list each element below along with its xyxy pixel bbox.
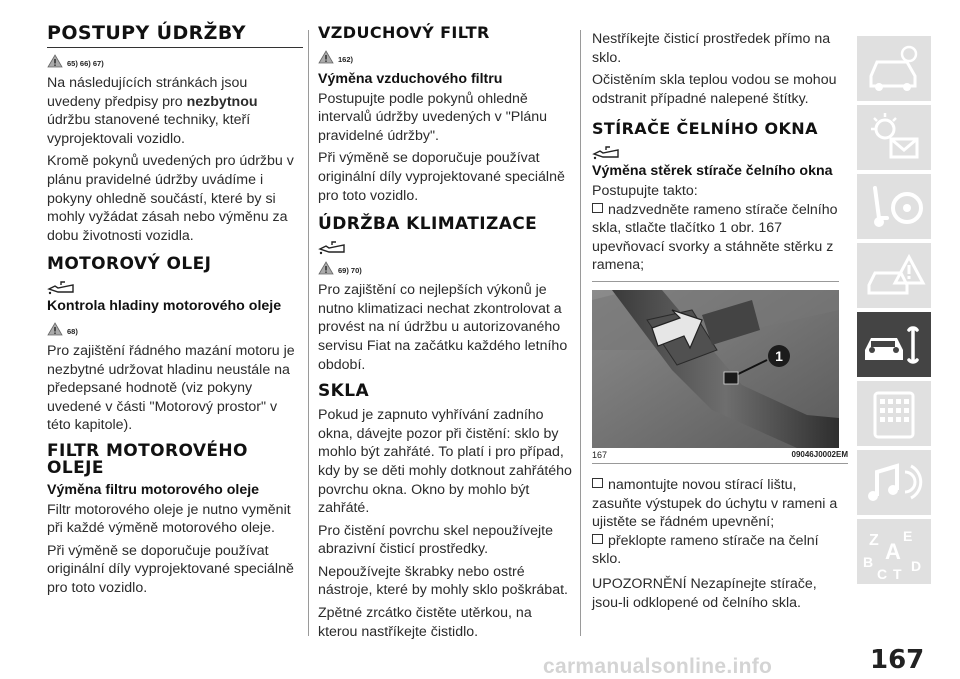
oil-level-subhead: Kontrola hladiny motorového oleje: [47, 298, 282, 315]
section-title-glass: SKLA: [318, 381, 370, 402]
tab-car-info[interactable]: [857, 36, 931, 101]
svg-text:E: E: [903, 528, 913, 544]
oil-level-text: Pro zajištění řádného mazání motoru je nezbytné udržovat hladinu neustále na předepsané hodnotě (viz pokyny uvedené v části "Motorový prostor" v této kapitole).: [47, 342, 295, 434]
wiper-figure: [592, 281, 839, 448]
air-filter-text-1: Postupujte podle pokynů ohledně intervalů údržby uvedených v "Plánu pravidelné údržby".: [318, 90, 548, 144]
wiper-subhead: Výměna stěrek stírače čelního okna: [592, 163, 833, 180]
column-2: [318, 22, 574, 645]
emergency-icon: [857, 243, 931, 308]
glass-text-6: Očistěním skla teplou vodou se mohou odstranit případné nalepené štítky.: [592, 72, 837, 107]
oil-can-icon: [47, 277, 303, 295]
section-title-maintenance: POSTUPY ÚDRŽBY: [47, 22, 303, 48]
ac-warning-row: [318, 257, 574, 275]
svg-text:D: D: [911, 558, 922, 574]
warning-triangle-icon: [47, 322, 63, 336]
wiper-intro: Postupujte takto:: [592, 182, 698, 199]
photo-callout-1: 1: [775, 347, 783, 364]
oil-warning-refs: 68): [67, 326, 78, 336]
air-filter-subhead: Výměna vzduchového filtru: [318, 71, 503, 87]
wiper-note: UPOZORNĚNÍ Nezapínejte stírače, jsou-li odklopené od čelního skla.: [592, 575, 817, 611]
tab-technical-data[interactable]: [857, 381, 931, 446]
warning-refs: 65) 66) 67): [67, 59, 104, 68]
glass-text-1: Pokud je zapnuto vyhřívání zadního okna, dávejte pozor při čistění: sklo by mohlo být zahřáté. To platí i pro případ, kdy by se děti mohly dotknout zahřátého povrchu okna. Okno by mohlo být zahřáté.: [318, 407, 572, 517]
oil-filter-text-1: Filtr motorového oleje je nutno vyměnit při každé výměně motorového oleje.: [47, 501, 291, 537]
watermark: carmanualsonline.info: [543, 655, 773, 678]
tab-emergency[interactable]: [857, 243, 931, 308]
tab-multimedia[interactable]: [857, 450, 931, 515]
figure-code: 09046J0002EM: [791, 449, 848, 459]
tab-seat-steering[interactable]: [857, 174, 931, 239]
svg-text:B: B: [863, 554, 874, 570]
ac-warning-refs: 69) 70): [338, 266, 362, 276]
car-info-icon: [857, 36, 931, 101]
warning-row: [47, 50, 303, 68]
air-filter-text-2: Při výměně se doporučuje používat originální díly vyprojektované speciálně pro toto vozidlo.: [318, 150, 565, 204]
tab-car-maintenance[interactable]: [857, 312, 931, 377]
tab-warning-lights[interactable]: [857, 105, 931, 170]
svg-text:T: T: [893, 566, 902, 582]
svg-text:Z: Z: [869, 532, 879, 549]
page-number: 167: [870, 645, 925, 675]
intro-paragraph: Na následujících stránkách jsou uvedeny předpisy pro nezbytnou údržbu stanovené techniky, kteří vyprojektovali vozidlo.: [47, 75, 258, 147]
glass-text-4: Zpětné zrcátko čistěte utěrkou, na kterou nastříkejte čistidlo.: [318, 605, 532, 640]
seat-steering-icon: [857, 174, 931, 239]
wiper-step-2: namontujte novou stírací lištu, zasuňte výstupek do úchytu v rameni a ujistěte se řádném upevnění;: [592, 476, 838, 531]
column-1: [47, 22, 303, 601]
intro-paragraph-2: Kromě pokynů uvedených pro údržbu v plánu pravidelné údržby uvádíme i pokyny ohledně součástí, které by si mohly vyžádat zásah nebo výměnu za dobu životnosti vozidla.: [47, 153, 294, 244]
oil-can-icon: [318, 237, 574, 255]
oil-warning-row: [47, 318, 303, 336]
technical-data-icon: [857, 381, 931, 446]
ac-text: Pro zajištění co nejlepších výkonů je nutno klimatizaci nechat zkontrolovat a provést na ní údržbu u autorizovaného servisu Fiat na začátku každého letního období.: [318, 282, 568, 373]
bullet-icon: [592, 534, 603, 544]
section-title-ac: ÚDRŽBA KLIMATIZACE: [318, 214, 538, 235]
column-3: [592, 30, 848, 616]
section-title-air-filter: VZDUCHOVÝ FILTR: [318, 23, 490, 42]
glass-text-3: Nepoužívejte škrabky nebo ostré nástroje, které by mohly sklo poškrábat.: [318, 563, 568, 599]
warning-triangle-icon: [318, 50, 334, 64]
oil-filter-subhead: Výměna filtru motorového oleje: [47, 481, 260, 498]
section-title-oil-filter: FILTR MOTOROVÉHO OLEJE: [47, 440, 248, 478]
multimedia-icon: [857, 450, 931, 515]
warning-lights-icon: [857, 105, 931, 170]
air-warning-refs: 162): [338, 55, 354, 64]
oil-can-icon: [592, 142, 848, 160]
glass-text-5: Nestříkejte čisticí prostředek přímo na sklo.: [592, 31, 831, 66]
section-title-wipers: STÍRAČE ČELNÍHO OKNA: [592, 119, 818, 139]
svg-text:A: A: [885, 539, 901, 564]
warning-triangle-icon: [47, 54, 63, 68]
section-title-engine-oil: MOTOROVÝ OLEJ: [47, 254, 212, 275]
alphabetical-index-icon: [857, 519, 931, 584]
wiper-photo: [592, 290, 839, 448]
bullet-icon: [592, 203, 603, 213]
svg-text:C: C: [877, 566, 888, 582]
tab-alphabetical-index[interactable]: [857, 519, 931, 584]
column-divider-1: [308, 30, 309, 636]
air-warning-row: [318, 46, 574, 64]
column-divider-2: [580, 30, 581, 636]
bullet-icon: [592, 478, 603, 488]
wiper-step-3: překlopte rameno stírače na čelní sklo.: [592, 532, 819, 568]
figure-number: 167: [592, 449, 608, 460]
wiper-step-1: nadzvedněte rameno stírače čelního skla, stlačte tlačítko 1 obr. 167 upevňovací svorky a stáhněte stěrku z ramena;: [592, 201, 838, 274]
oil-filter-text-2: Při výměně se doporučuje používat originální díly vyprojektované speciálně pro toto vozidlo.: [47, 542, 294, 596]
glass-text-2: Pro čistění povrchu skel nepoužívejte abrazivní čisticí prostředky.: [318, 522, 554, 558]
car-maintenance-icon: [857, 312, 931, 377]
warning-triangle-icon: [318, 261, 334, 275]
